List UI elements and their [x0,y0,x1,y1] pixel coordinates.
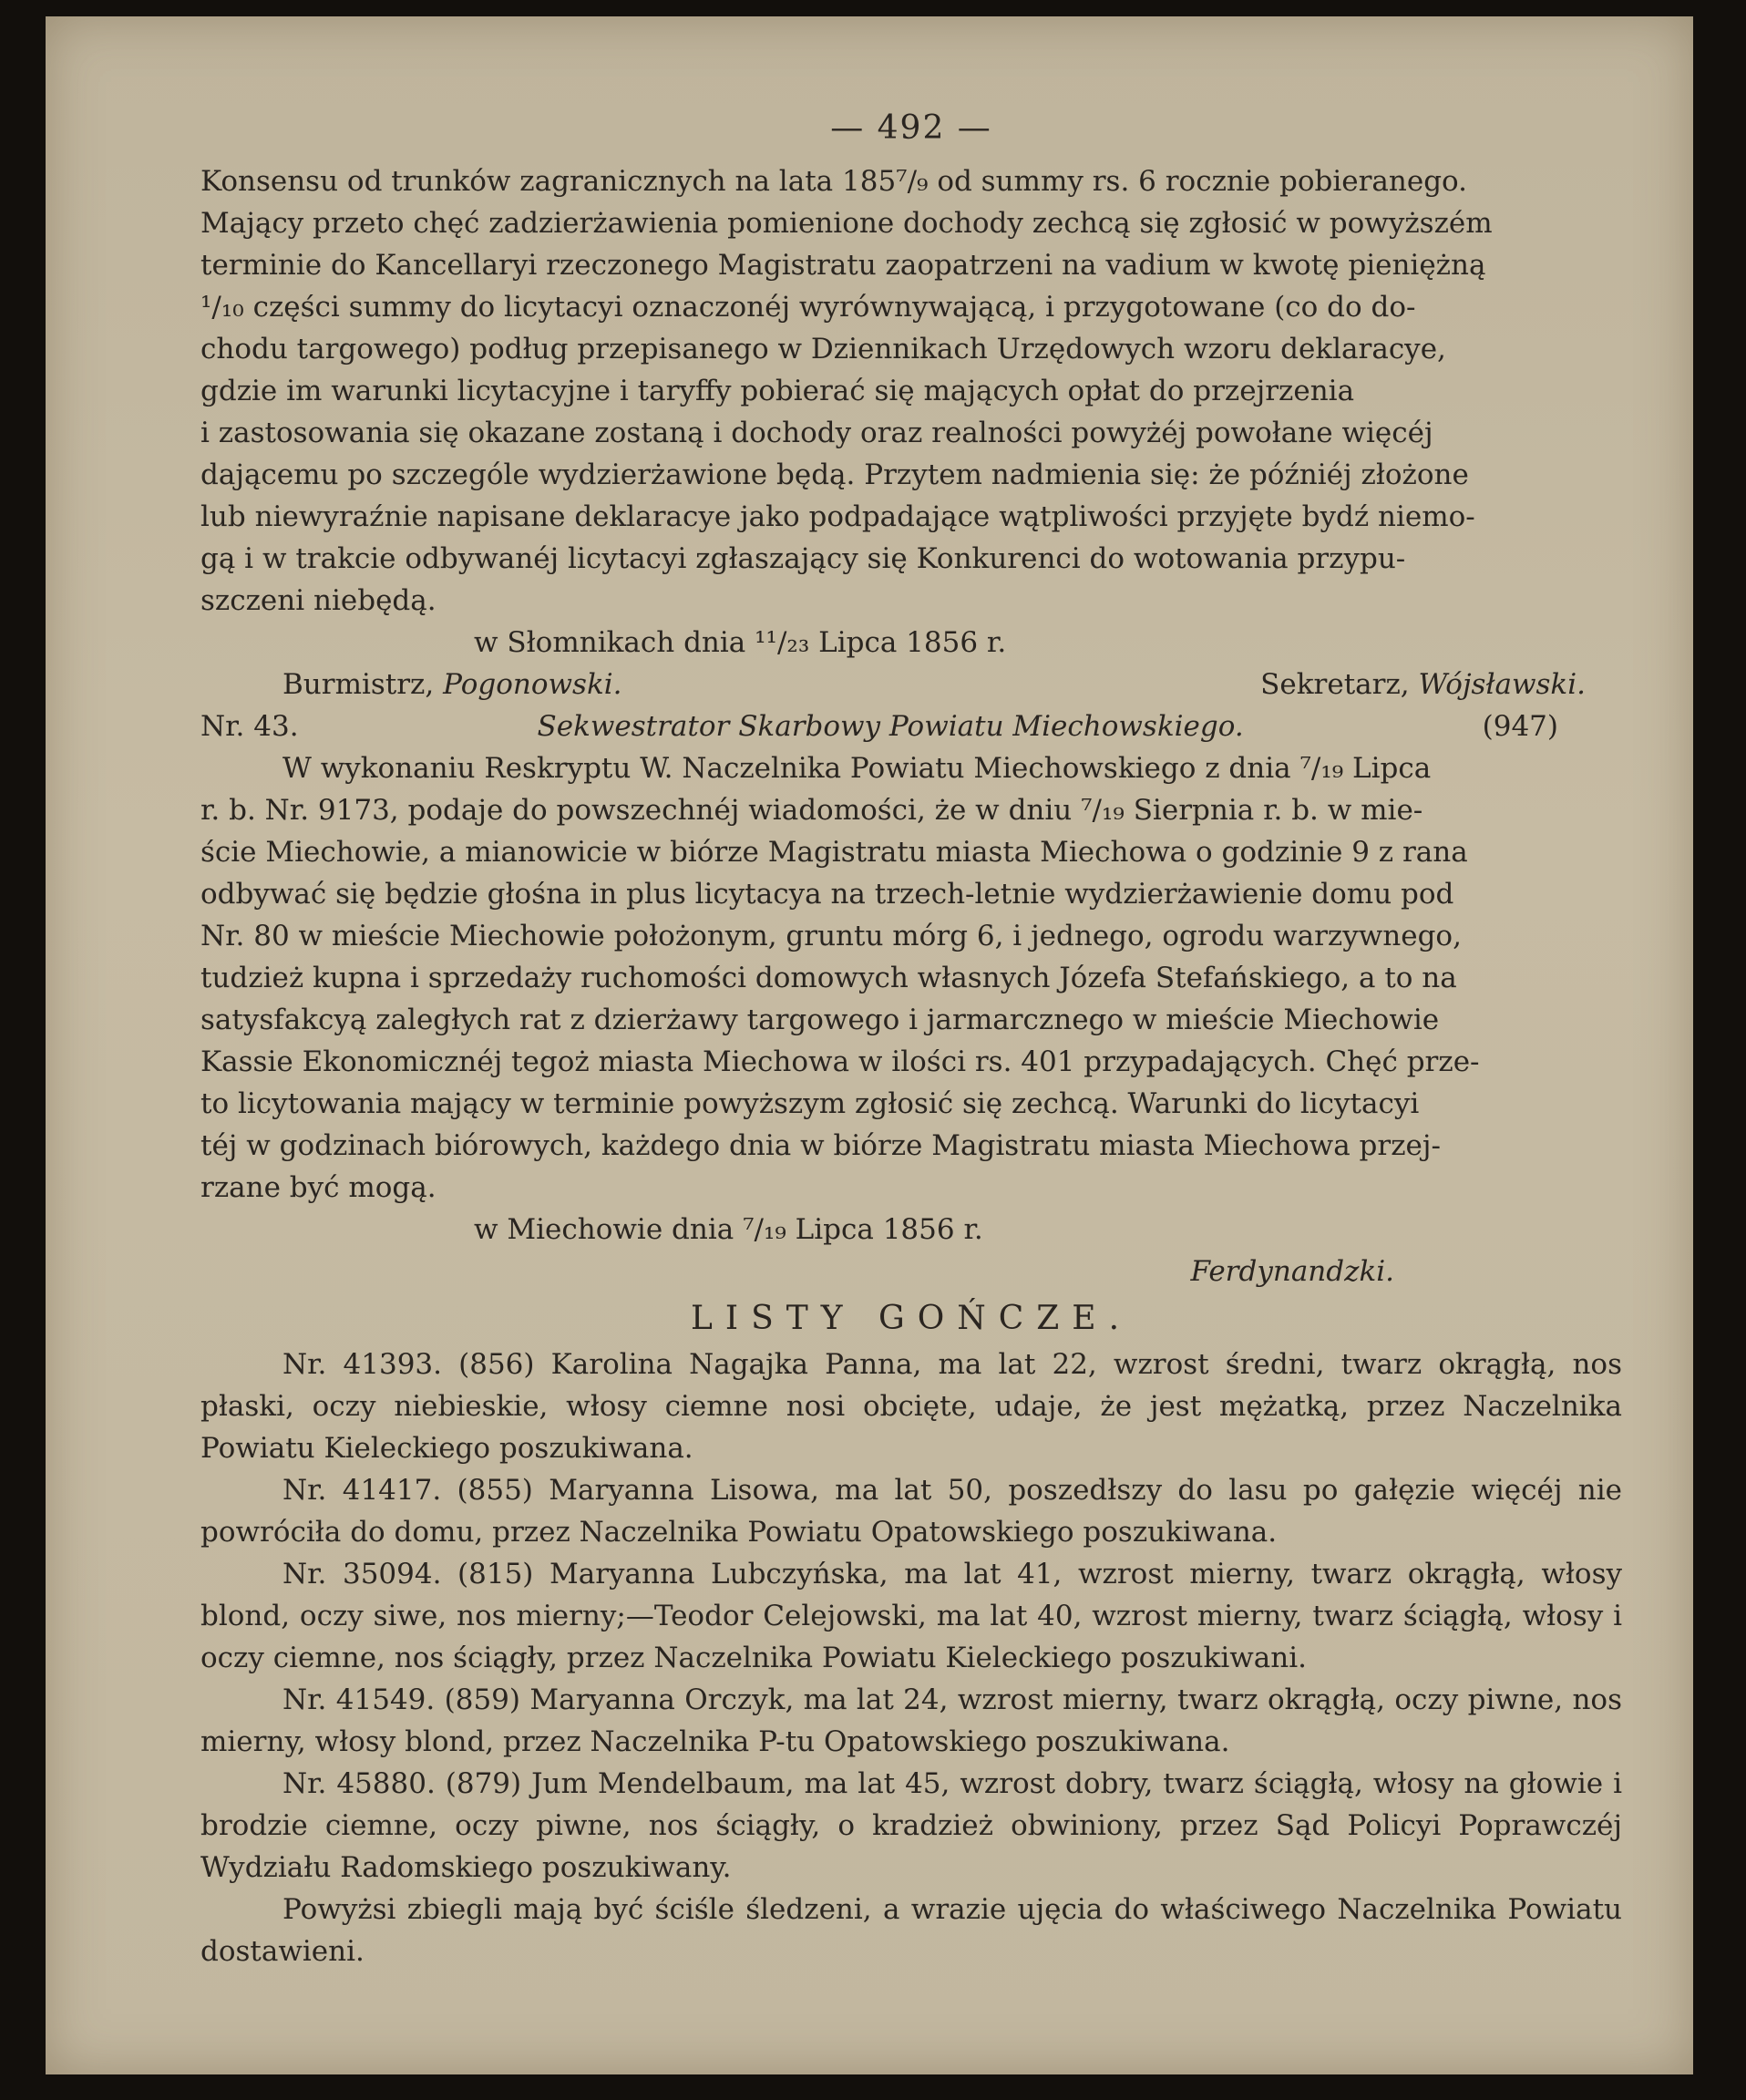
notice-line: odbywać się będzie głośna in plus licytacya na trzech-letnie wydzierżawienie domu pod [200,878,1454,911]
notice-line: rzane być mogą. [200,1171,436,1204]
sekretarz-label: Sekretarz, [1260,668,1410,701]
notice-signature: Ferdynandzki. [1190,1255,1394,1288]
warrant-entry [200,1469,1622,1553]
warrant-ref: (879) [445,1767,522,1800]
warrant-text: Maryanna Lisowa, ma lat 50, poszedłszy do lasu po gałęzie więcéj nie powróciła do domu, przez Naczelnika Powiatu Opatowskiego poszukiwana. [200,1474,1623,1549]
notice-line: gą i w trakcie odbywanéj licytacyi zgłaszający się Konkurenci do wotowania przypu- [200,542,1406,575]
notice-line: gdzie im warunki licytacyjne i taryffy pobierać się mających opłat do przejrzenia [200,375,1355,407]
warrant-ref: (859) [444,1683,520,1716]
notice-line: i zastosowania się okazane zostaną i dochody oraz realności powyżéj powołane więcéj [200,417,1433,449]
notice-line: W wykonaniu Reskryptu W. Naczelnika Powiatu Miechowskiego z dnia ⁷/₁₉ Lipca [282,752,1432,785]
notice-line: lub niewyraźnie napisane deklaracye jako podpadające wątpliwości przyjęte bydź niemo- [200,500,1475,533]
notice-line: tudzież kupna i sprzedaży ruchomości domowych własnych Józefa Stefańskiego, a to na [200,962,1457,994]
notice-line: Mający przeto chęć zadzierżawienia pomienione dochody zechcą się zgłosić w powyższém [200,207,1493,240]
notice-line: to licytowania mający w terminie powyższym zgłosić się zechcą. Warunki do licytacyi [200,1087,1420,1120]
warrant-entry [200,1763,1622,1889]
warrant-text: Karolina Nagajka Panna, ma lat 22, wzrost średni, twarz okrągłą, nos płaski, oczy niebieskie, włosy ciemne nosi obcięte, udaje, że jest mężatką, przez Naczelnika Powiatu Kieleckiego poszukiwana. [200,1348,1622,1465]
notice-line: téj w godzinach biórowych, każdego dnia w biórze Magistratu miasta Miechowa przej- [200,1129,1441,1162]
warrant-number: Nr. 45880. [282,1767,436,1800]
page-number: — 492 — [830,109,992,147]
warrant-entry [200,1343,1622,1469]
notice-line: Konsensu od trunków zagranicznych na lata 185⁷/₉ od summy rs. 6 rocznie pobieranego. [200,165,1468,198]
notice-number: Nr. 43. [200,710,299,743]
notice-line: satysfakcyą zaległych rat z dzierżawy targowego i jarmarcznego w mieście Miechowie [200,1004,1440,1036]
sekretarz-signature [1260,664,1586,705]
paper-page [46,16,1693,2074]
notice-ref: (947) [1482,710,1558,743]
notice-line: szczeni niebędą. [200,584,436,617]
burmistrz-signature [282,664,622,705]
closing-paragraph: Powyżsi zbiegli mają być ściśle śledzeni, a wrazie ujęcia do właściwego Naczelnika Powiatu dostawieni. [200,1893,1622,1968]
notice-org: Sekwestrator Skarbowy Powiatu Miechowskiego. [537,710,1244,743]
section-title: LISTY GOŃCZE. [690,1300,1133,1337]
place-date: w Miechowie dnia ⁷/₁₉ Lipca 1856 r. [474,1213,983,1246]
notice-line: Nr. 80 w mieście Miechowie położonym, gruntu mórg 6, i jednego, ogrodu warzywnego, [200,920,1462,952]
page-content [200,108,1622,1972]
warrant-text: Maryanna Lubczyńska, ma lat 41, wzrost mierny, twarz okrągłą, włosy blond, oczy siwe, nos mierny;—Teodor Celejowski, ma lat 40, wzrost mierny, twarz ściągłą, włosy i oczy ciemne, nos ściągły, przez Naczelnika Powiatu Kieleckiego poszukiwani. [200,1558,1623,1674]
notice-line: dającemu po szczególe wydzierżawione będą. Przytem nadmienia się: że późniéj złożone [200,458,1469,491]
place-date: w Słomnikach dnia ¹¹/₂₃ Lipca 1856 r. [474,626,1007,659]
warrant-entry [200,1679,1622,1763]
warrant-number: Nr. 41549. [282,1683,436,1716]
notice-miechow [200,705,1622,1292]
notice-line: Kassie Ekonomicznéj tegoż miasta Miechowa w ilości rs. 401 przypadających. Chęć prze- [200,1045,1480,1078]
notice-line: terminie do Kancellaryi rzeczonego Magistratu zaopatrzeni na vadium w kwotę pieniężną [200,249,1486,282]
notice-line: chodu targowego) podług przepisanego w Dziennikach Urzędowych wzoru deklaracye, [200,333,1446,365]
burmistrz-name: Pogonowski. [443,668,622,701]
warrant-number: Nr. 41417. [282,1474,442,1507]
warrant-ref: (856) [458,1348,535,1381]
warrant-text: Maryanna Orczyk, ma lat 24, wzrost mierny, twarz okrągłą, oczy piwne, nos mierny, włosy blond, przez Naczelnika P-tu Opatowskiego poszukiwana. [200,1683,1623,1758]
warrant-text: Jum Mendelbaum, ma lat 45, wzrost dobry, twarz ściągłą, włosy na głowie i brodzie ciemne, oczy piwne, nos ściągły, o kradzież obwiniony, przez Sąd Policyi Poprawczéj Wydziału Radomskiego poszukiwany. [200,1767,1623,1884]
warrant-ref: (815) [457,1558,534,1590]
notice-header [200,705,1622,747]
warrant-list [200,1343,1622,1972]
warrant-number: Nr. 35094. [282,1558,442,1590]
burmistrz-label: Burmistrz, [282,668,435,701]
notice-line: ¹/₁₀ części summy do licytacyi oznaczonéj wyrównywającą, i przygotowane (co do do- [200,291,1416,324]
notice-slomniki [200,160,1622,705]
notice-line: ście Miechowie, a mianowicie w biórze Magistratu miasta Miechowa o godzinie 9 z rana [200,836,1468,869]
sekretarz-name: Wójsławski. [1418,668,1586,701]
signature-row [200,664,1622,705]
notice-line: r. b. Nr. 9173, podaje do powszechnéj wiadomości, że w dniu ⁷/₁₉ Sierpnia r. b. w mie- [200,794,1423,827]
warrant-ref: (855) [457,1474,533,1507]
warrant-entry [200,1553,1622,1679]
warrant-number: Nr. 41393. [282,1348,442,1381]
